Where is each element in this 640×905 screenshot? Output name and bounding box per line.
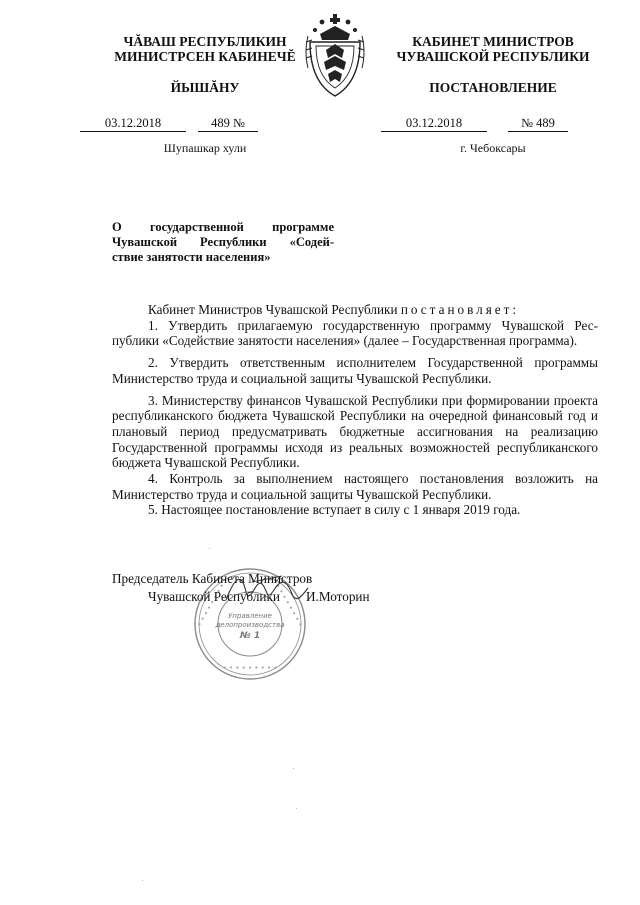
subject-line1: О государственной программе — [112, 220, 334, 234]
subject-line2: Чувашской Республики «Содей- — [112, 235, 334, 249]
body-item-1: 1. Утвердить прилагаемую государственную программу Чувашской Республики «Содействие занятости населения» (далее – Государственная программа). — [112, 317, 598, 349]
body-item-2: 2. Утвердить ответственным исполнителем Государственной программы Министерство труда и социальной защиты Чувашской Республики. — [112, 355, 598, 386]
right-number-value: № 489 — [521, 116, 555, 130]
stamp-inner-number: № 1 — [239, 631, 261, 641]
header-right-line1: КАБИНЕТ МИНИСТРОВ — [412, 34, 574, 49]
left-number-value: 489 № — [211, 116, 245, 130]
scan-speck — [142, 880, 143, 881]
signature-title-line2: Чувашской Республики — [148, 589, 280, 604]
right-date — [381, 116, 487, 132]
left-place: Шупашкар хули — [163, 141, 247, 155]
left-date-value: 03.12.2018 — [104, 116, 162, 130]
signature-title-line1: Председатель Кабинета Министров — [112, 571, 313, 586]
header-right-doc-type: ПОСТАНОВЛЕНИЕ — [429, 80, 557, 95]
document-body — [112, 302, 598, 524]
body-item-5: 5. Настоящее постановление вступает в силу с 1 января 2019 года. — [148, 502, 521, 518]
signature-name: И.Моторин — [306, 589, 370, 604]
header-left-line1: ЧĂВАШ РЕСПУБЛИКИН — [123, 34, 287, 49]
header-right-line2: ЧУВАШСКОЙ РЕСПУБЛИКИ — [396, 49, 590, 64]
right-number — [508, 116, 568, 132]
scan-speck — [209, 548, 210, 549]
svg-text:• • • • • • • • •: • • • • • • • • • — [195, 576, 230, 629]
header-left-org — [80, 34, 330, 64]
body-intro-verb: постановляет: — [400, 302, 520, 317]
body-intro-text: Кабинет Министров Чувашской Республики — [148, 302, 398, 317]
header-left-doc-type: ЙЫШĂНУ — [170, 80, 240, 95]
handwritten-signature — [222, 570, 312, 610]
document-subject — [112, 220, 334, 265]
right-date-value: 03.12.2018 — [405, 116, 463, 130]
scan-speck — [296, 808, 297, 809]
header-left-line2: МИНИСТРСЕН КАБИНЕЧĔ — [114, 49, 296, 64]
right-place: г. Чебоксары — [460, 141, 526, 155]
stamp-inner-line2: делопроизводства — [215, 621, 285, 629]
svg-text:• • • • • • • • •: • • • • • • • • • — [270, 576, 305, 629]
header-right-org — [368, 34, 618, 64]
chuvash-emblem-icon — [302, 12, 368, 102]
svg-text:• • • • • • • • •: • • • • • • • • • — [222, 663, 278, 671]
body-item-4: 4. Контроль за выполнением настоящего постановления возложить на Министерство труда и социальной защиты Чувашской Республики. — [112, 471, 598, 502]
stamp-inner-line1: Управление — [228, 612, 272, 620]
body-intro — [112, 302, 598, 318]
body-item-3: 3. Министерству финансов Чувашской Республики при формировании проекта республиканского бюджета Чувашской Республики на очередной финансовый год и плановый период предусматривать бюджетные ассигнования на реализацию Государственной программы исходя из реальных возможностей республиканского бюджета Чувашской Республики. — [112, 392, 598, 471]
scan-speck — [293, 768, 294, 769]
subject-line3: ствие занятости населения» — [112, 250, 271, 264]
left-date — [80, 116, 186, 132]
left-number — [198, 116, 258, 132]
